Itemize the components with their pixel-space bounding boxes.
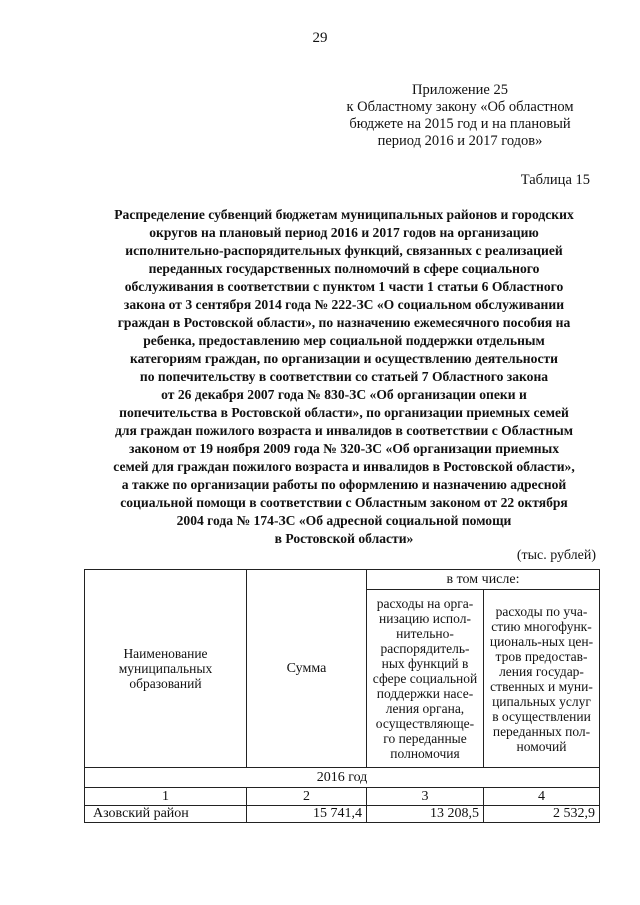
table-label: Таблица 15 — [520, 172, 590, 188]
header-line: ления органа, — [385, 701, 465, 716]
table-row — [85, 806, 600, 823]
appendix-line: к Областному закону «Об областном — [346, 99, 574, 115]
title-line: Распределение субвенций бюджетам муниципальных районов и городских — [114, 207, 574, 222]
title-line: 2004 года № 174-ЗС «Об адресной социальной помощи — [176, 513, 512, 528]
header-line: ципальных услуг — [492, 693, 591, 709]
header-admin-expenses — [367, 590, 484, 768]
units-label: (тыс. рублей) — [516, 548, 596, 563]
mfc-expenses-value: 2 532,9 — [484, 806, 600, 823]
title-line: в Ростовской области» — [274, 531, 414, 546]
header-mfc-expenses — [484, 590, 600, 768]
header-line: ления государ- — [499, 663, 584, 679]
title-line: а также по организации работы по оформлению и назначению адресной — [121, 477, 567, 492]
title-line: семей для граждан пожилого возраста и инвалидов в Ростовской области», — [113, 459, 575, 474]
header-line: осуществляюще- — [375, 716, 475, 731]
header-line: тров предостав- — [495, 648, 588, 664]
title-line: для граждан пожилого возраста и инвалидов в соответствии с Областным — [114, 423, 574, 438]
header-line: нительно- — [396, 626, 454, 641]
column-number: 3 — [367, 788, 484, 806]
title-line: законом от 19 ноября 2009 года № 320-ЗС «Об организации приемных — [129, 441, 559, 456]
appendix-reference — [340, 82, 580, 150]
title-line: по попечительству в соответствии со статьей 7 Областного закона — [139, 369, 549, 384]
header-line: циональ-ных цен- — [489, 633, 594, 649]
column-number: 4 — [484, 788, 600, 806]
municipality-name: Азовский район — [85, 806, 247, 823]
header-line: в осуществлении — [492, 708, 591, 724]
header-line: распорядитель- — [380, 641, 470, 656]
appendix-line: Приложение 25 — [412, 82, 508, 98]
title-line: закона от 3 сентября 2014 года № 222-ЗС «О социальном обслуживании — [123, 297, 565, 312]
header-municipality: Наименование муниципальных образований — [85, 570, 247, 768]
column-number: 1 — [85, 788, 247, 806]
header-line: переданных пол- — [492, 723, 591, 739]
header-line: ных функций в — [381, 656, 469, 671]
sum-value: 15 741,4 — [247, 806, 367, 823]
title-line: переданных государственных полномочий в сфере социального — [148, 261, 540, 276]
header-line: го переданные — [383, 731, 467, 746]
document-title — [80, 206, 608, 548]
title-line: категориям граждан, по организации и осуществлению деятельности — [130, 351, 558, 366]
title-line: социальной помощи в соответствии с Областным законом от 22 октября — [120, 495, 568, 510]
page-number: 29 — [312, 30, 328, 46]
header-line: стию многофунк- — [491, 618, 592, 634]
year-row: 2016 год — [85, 768, 600, 788]
title-line: ребенка, предоставлению мер социальной поддержки отдельным — [143, 333, 545, 348]
title-line: исполнительно-распорядительных функций, связанных с реализацией — [125, 243, 563, 258]
admin-expenses-value: 13 208,5 — [367, 806, 484, 823]
title-line: округов на плановый период 2016 и 2017 годов на организацию — [149, 225, 539, 240]
column-number: 2 — [247, 788, 367, 806]
title-line: попечительства в Ростовской области», по организации приемных семей — [119, 405, 569, 420]
header-including: в том числе: — [367, 570, 600, 590]
appendix-line: бюджете на 2015 год и на плановый — [349, 116, 571, 132]
header-line: расходы по уча- — [495, 603, 588, 619]
subvention-table — [84, 569, 600, 823]
title-line: граждан в Ростовской области», по назначению ежемесячного пособия на — [117, 315, 571, 330]
header-line: низацию испол- — [379, 611, 471, 626]
header-line: полномочия — [390, 746, 460, 761]
header-line: расходы на орга- — [376, 596, 474, 611]
header-line: номочий — [516, 738, 567, 754]
header-sum: Сумма — [247, 570, 367, 768]
appendix-line: период 2016 и 2017 годов» — [377, 133, 543, 149]
header-line: ственных и муни- — [490, 678, 593, 694]
title-line: обслуживания в соответствии с пунктом 1 части 1 статьи 6 Областного — [124, 279, 564, 294]
header-line: поддержки насе- — [376, 686, 474, 701]
title-line: от 26 декабря 2007 года № 830-ЗС «Об организации опеки и — [161, 387, 527, 402]
header-line: сфере социальной — [372, 671, 478, 686]
